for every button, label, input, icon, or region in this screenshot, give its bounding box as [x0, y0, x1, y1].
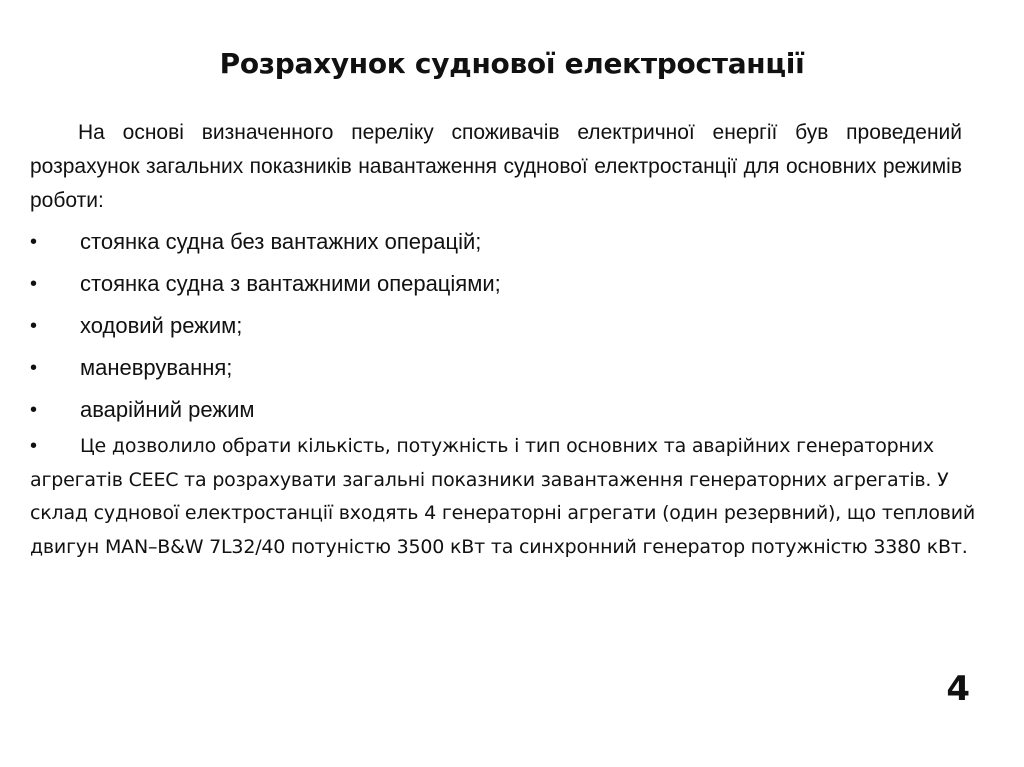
list-item	[30, 264, 962, 306]
bullet-icon: •	[30, 315, 38, 337]
slide-title: Розрахунок суднової електростанції	[219, 47, 805, 80]
list-item-text: ходовий режим;	[80, 313, 243, 338]
list-item-text: стоянка судна з вантажними операціями;	[80, 271, 501, 296]
list-item	[30, 348, 962, 390]
bullet-icon: •	[30, 435, 37, 457]
list-item	[30, 306, 962, 348]
bullet-icon: •	[30, 231, 38, 253]
intro-paragraph: На основі визначенного переліку споживачів електричної енергії був проведений розрахунок загальних показників навантаження суднової електростанції для основних режимів роботи:	[30, 121, 962, 212]
bullet-icon: •	[30, 273, 38, 295]
conclusion-paragraph	[30, 430, 980, 564]
bullet-icon: •	[30, 399, 38, 421]
list-item	[30, 390, 962, 432]
mode-list	[30, 222, 962, 432]
list-item-text: стоянка судна без вантажних операцій;	[80, 229, 482, 254]
list-item-text: аварійний режим	[80, 397, 255, 422]
page-number: 4	[946, 669, 970, 709]
conclusion-text: Це дозволило обрати кількість, потужність і тип основних та аварійних генераторних агрегатів СЕЕС та розрахувати загальні показники завантаження генераторних агрегатів. У склад суднової електростанції входять 4 генераторні агрегати (один резервний), що тепловий двигун MAN–B&W 7L32/40 потуністю 3500 кВт та синхронний генератор потужністю 3380 кВт.	[30, 435, 976, 558]
list-item-text: маневрування;	[80, 355, 233, 380]
list-item	[30, 222, 962, 264]
bullet-icon: •	[30, 357, 38, 379]
